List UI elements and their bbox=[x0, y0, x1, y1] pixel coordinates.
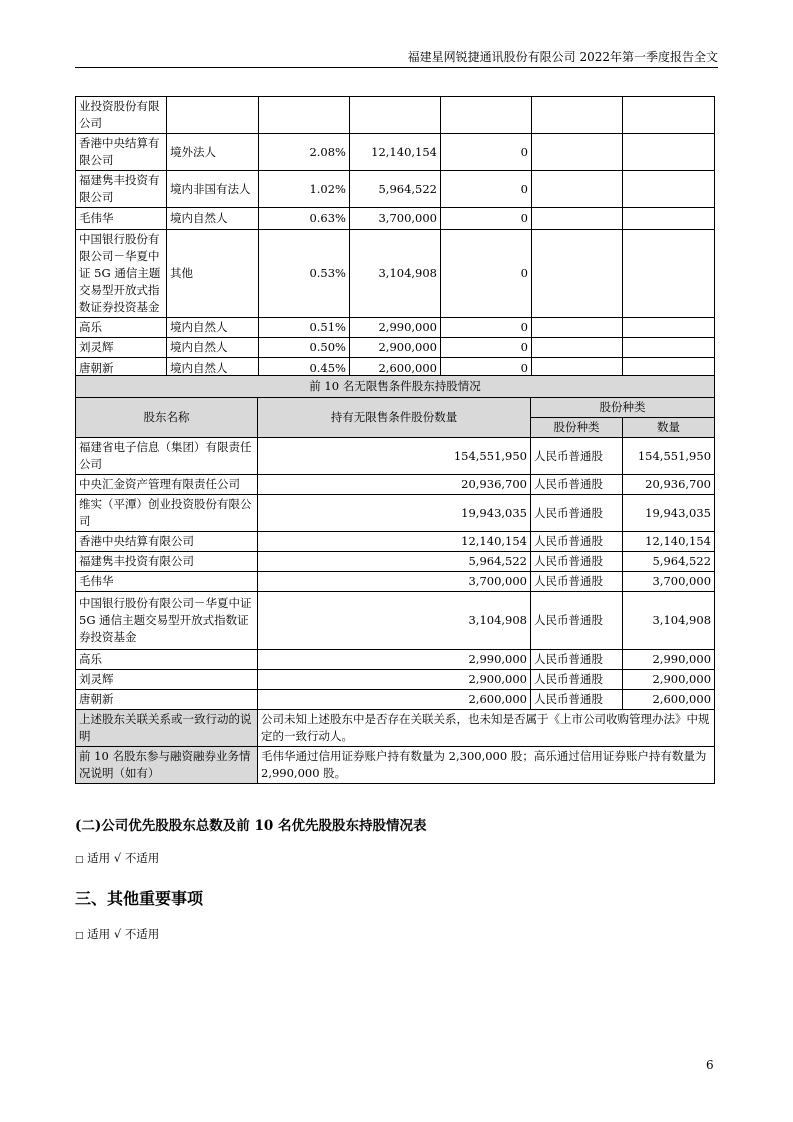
table-row bbox=[76, 552, 715, 572]
cell-pledge-qty bbox=[623, 208, 715, 230]
cell-ratio: 0.53% bbox=[259, 230, 350, 318]
other-applicability bbox=[75, 926, 159, 942]
margin-text: 毛伟华通过信用证券账户持有数量为 2,300,000 股；高乐通过信用证券账户持有数量为 2,990,000 股。 bbox=[258, 747, 715, 784]
cell-name: 业投资股份有限公司 bbox=[76, 97, 167, 134]
cell-nature: 境内自然人 bbox=[167, 208, 259, 230]
cell-pledge-status bbox=[532, 171, 623, 208]
cell-pledge-status bbox=[532, 230, 623, 318]
top-shareholders-table bbox=[75, 96, 715, 380]
cell-name: 中央汇金资产管理有限责任公司 bbox=[76, 475, 258, 495]
cell-type: 人民币普通股 bbox=[531, 438, 623, 475]
cell-count: 5,964,522 bbox=[623, 552, 715, 572]
cell-name: 刘灵辉 bbox=[76, 670, 258, 690]
cell-pledge-qty bbox=[623, 171, 715, 208]
cell-nature: 其他 bbox=[167, 230, 259, 318]
cell-name: 福建隽丰投资有限公司 bbox=[76, 171, 167, 208]
cell-qty: 3,104,908 bbox=[258, 592, 531, 650]
cell-type: 人民币普通股 bbox=[531, 552, 623, 572]
checkbox-unchecked-icon: □ bbox=[75, 931, 84, 941]
col-share-type-group: 股份种类 bbox=[531, 398, 715, 418]
table-row bbox=[76, 438, 715, 475]
cell-pledge-status bbox=[532, 338, 623, 358]
preferred-applicability bbox=[75, 850, 159, 866]
col-unrestricted-qty: 持有无限售条件股份数量 bbox=[258, 398, 531, 438]
unrestricted-holders-table bbox=[75, 375, 715, 784]
col-share-count: 数量 bbox=[623, 418, 715, 438]
cell-shares: 3,104,908 bbox=[350, 230, 441, 318]
cell-restricted: 0 bbox=[441, 230, 532, 318]
other-matters-title: 三、其他重要事项 bbox=[75, 889, 204, 908]
cell-name: 毛伟华 bbox=[76, 572, 258, 592]
checkbox-unchecked-icon: □ bbox=[75, 855, 84, 865]
cell-shares: 2,990,000 bbox=[350, 318, 441, 338]
preferred-section-title: (二)公司优先股股东总数及前 10 名优先股股东持股情况表 bbox=[75, 818, 427, 834]
cell-name: 高乐 bbox=[76, 650, 258, 670]
cell-name: 中国银行股份有限公司－华夏中证 5G 通信主题交易型开放式指数证券投资基金 bbox=[76, 230, 167, 318]
cell-type: 人民币普通股 bbox=[531, 475, 623, 495]
cell-nature: 境内非国有法人 bbox=[167, 171, 259, 208]
margin-label: 前 10 名股东参与融资融券业务情况说明（如有） bbox=[76, 747, 258, 784]
cell-name: 高乐 bbox=[76, 318, 167, 338]
cell-name: 唐朝新 bbox=[76, 358, 167, 380]
cell-name: 毛伟华 bbox=[76, 208, 167, 230]
cell-type: 人民币普通股 bbox=[531, 495, 623, 532]
cell-pledge-qty bbox=[623, 338, 715, 358]
cell-count: 19,943,035 bbox=[623, 495, 715, 532]
cell-qty: 19,943,035 bbox=[258, 495, 531, 532]
table-row bbox=[76, 171, 715, 208]
table-row bbox=[76, 134, 715, 171]
cell-ratio: 2.08% bbox=[259, 134, 350, 171]
table-row bbox=[76, 572, 715, 592]
page-header: 福建星网锐捷通讯股份有限公司 2022年第一季度报告全文 bbox=[407, 50, 718, 64]
cell-count: 12,140,154 bbox=[623, 532, 715, 552]
col-holder-name: 股东名称 bbox=[76, 398, 258, 438]
cell-shares: 3,700,000 bbox=[350, 208, 441, 230]
cell-name: 刘灵辉 bbox=[76, 338, 167, 358]
applicable-label: 适用 bbox=[87, 927, 111, 941]
cell-shares: 5,964,522 bbox=[350, 171, 441, 208]
cell-ratio: 1.02% bbox=[259, 171, 350, 208]
table-row bbox=[76, 532, 715, 552]
cell-nature: 境外法人 bbox=[167, 134, 259, 171]
cell-pledge-qty bbox=[623, 318, 715, 338]
cell-count: 154,551,950 bbox=[623, 438, 715, 475]
cell-nature: 境内自然人 bbox=[167, 358, 259, 380]
table-row bbox=[76, 338, 715, 358]
not-applicable-label: 不适用 bbox=[124, 851, 160, 865]
cell-ratio: 0.45% bbox=[259, 358, 350, 380]
not-applicable-label: 不适用 bbox=[124, 927, 160, 941]
cell-name: 唐朝新 bbox=[76, 690, 258, 710]
cell-ratio: 0.51% bbox=[259, 318, 350, 338]
table-row bbox=[76, 670, 715, 690]
cell-name: 维实（平潭）创业投资股份有限公司 bbox=[76, 495, 258, 532]
cell-restricted: 0 bbox=[441, 338, 532, 358]
cell-nature: 境内自然人 bbox=[167, 338, 259, 358]
table-row bbox=[76, 650, 715, 670]
cell-qty: 2,990,000 bbox=[258, 650, 531, 670]
relation-text: 公司未知上述股东中是否存在关联关系，也未知是否属于《上市公司收购管理办法》中规定的一致行动人。 bbox=[258, 710, 715, 747]
cell-restricted bbox=[441, 97, 532, 134]
cell-count: 2,600,000 bbox=[623, 690, 715, 710]
table-row bbox=[76, 318, 715, 338]
table-row bbox=[76, 97, 715, 134]
cell-type: 人民币普通股 bbox=[531, 532, 623, 552]
cell-qty: 12,140,154 bbox=[258, 532, 531, 552]
cell-nature bbox=[167, 97, 259, 134]
table-row bbox=[76, 475, 715, 495]
table-row bbox=[76, 208, 715, 230]
checkmark-icon: √ bbox=[113, 851, 122, 865]
header-rule bbox=[75, 67, 718, 68]
cell-qty: 5,964,522 bbox=[258, 552, 531, 572]
cell-pledge-status bbox=[532, 318, 623, 338]
cell-pledge-status bbox=[532, 97, 623, 134]
cell-name: 香港中央结算有限公司 bbox=[76, 134, 167, 171]
cell-shares: 2,600,000 bbox=[350, 358, 441, 380]
cell-pledge-qty bbox=[623, 230, 715, 318]
cell-restricted: 0 bbox=[441, 358, 532, 380]
cell-restricted: 0 bbox=[441, 171, 532, 208]
cell-shares bbox=[350, 97, 441, 134]
cell-name: 福建隽丰投资有限公司 bbox=[76, 552, 258, 572]
cell-ratio bbox=[259, 97, 350, 134]
applicable-label: 适用 bbox=[87, 851, 111, 865]
cell-restricted: 0 bbox=[441, 134, 532, 171]
cell-type: 人民币普通股 bbox=[531, 572, 623, 592]
table-row bbox=[76, 495, 715, 532]
cell-qty: 154,551,950 bbox=[258, 438, 531, 475]
checkmark-icon: √ bbox=[113, 927, 122, 941]
page-number: 6 bbox=[706, 1058, 714, 1072]
table-row bbox=[76, 690, 715, 710]
cell-restricted: 0 bbox=[441, 208, 532, 230]
cell-type: 人民币普通股 bbox=[531, 690, 623, 710]
unrestricted-title: 前 10 名无限售条件股东持股情况 bbox=[76, 376, 715, 398]
cell-count: 2,990,000 bbox=[623, 650, 715, 670]
cell-shares: 2,900,000 bbox=[350, 338, 441, 358]
cell-restricted: 0 bbox=[441, 318, 532, 338]
cell-name: 香港中央结算有限公司 bbox=[76, 532, 258, 552]
cell-count: 3,104,908 bbox=[623, 592, 715, 650]
cell-ratio: 0.63% bbox=[259, 208, 350, 230]
cell-name: 福建省电子信息（集团）有限责任公司 bbox=[76, 438, 258, 475]
cell-qty: 2,600,000 bbox=[258, 690, 531, 710]
cell-qty: 20,936,700 bbox=[258, 475, 531, 495]
table-row bbox=[76, 230, 715, 318]
table-row bbox=[76, 592, 715, 650]
cell-qty: 2,900,000 bbox=[258, 670, 531, 690]
cell-pledge-qty bbox=[623, 97, 715, 134]
cell-type: 人民币普通股 bbox=[531, 650, 623, 670]
cell-shares: 12,140,154 bbox=[350, 134, 441, 171]
cell-pledge-status bbox=[532, 134, 623, 171]
cell-qty: 3,700,000 bbox=[258, 572, 531, 592]
cell-pledge-status bbox=[532, 208, 623, 230]
cell-count: 20,936,700 bbox=[623, 475, 715, 495]
cell-type: 人民币普通股 bbox=[531, 592, 623, 650]
col-share-type: 股份种类 bbox=[531, 418, 623, 438]
cell-count: 3,700,000 bbox=[623, 572, 715, 592]
cell-nature: 境内自然人 bbox=[167, 318, 259, 338]
relation-label: 上述股东关联关系或一致行动的说明 bbox=[76, 710, 258, 747]
cell-pledge-qty bbox=[623, 134, 715, 171]
cell-ratio: 0.50% bbox=[259, 338, 350, 358]
cell-name: 中国银行股份有限公司－华夏中证 5G 通信主题交易型开放式指数证券投资基金 bbox=[76, 592, 258, 650]
cell-type: 人民币普通股 bbox=[531, 670, 623, 690]
cell-count: 2,900,000 bbox=[623, 670, 715, 690]
